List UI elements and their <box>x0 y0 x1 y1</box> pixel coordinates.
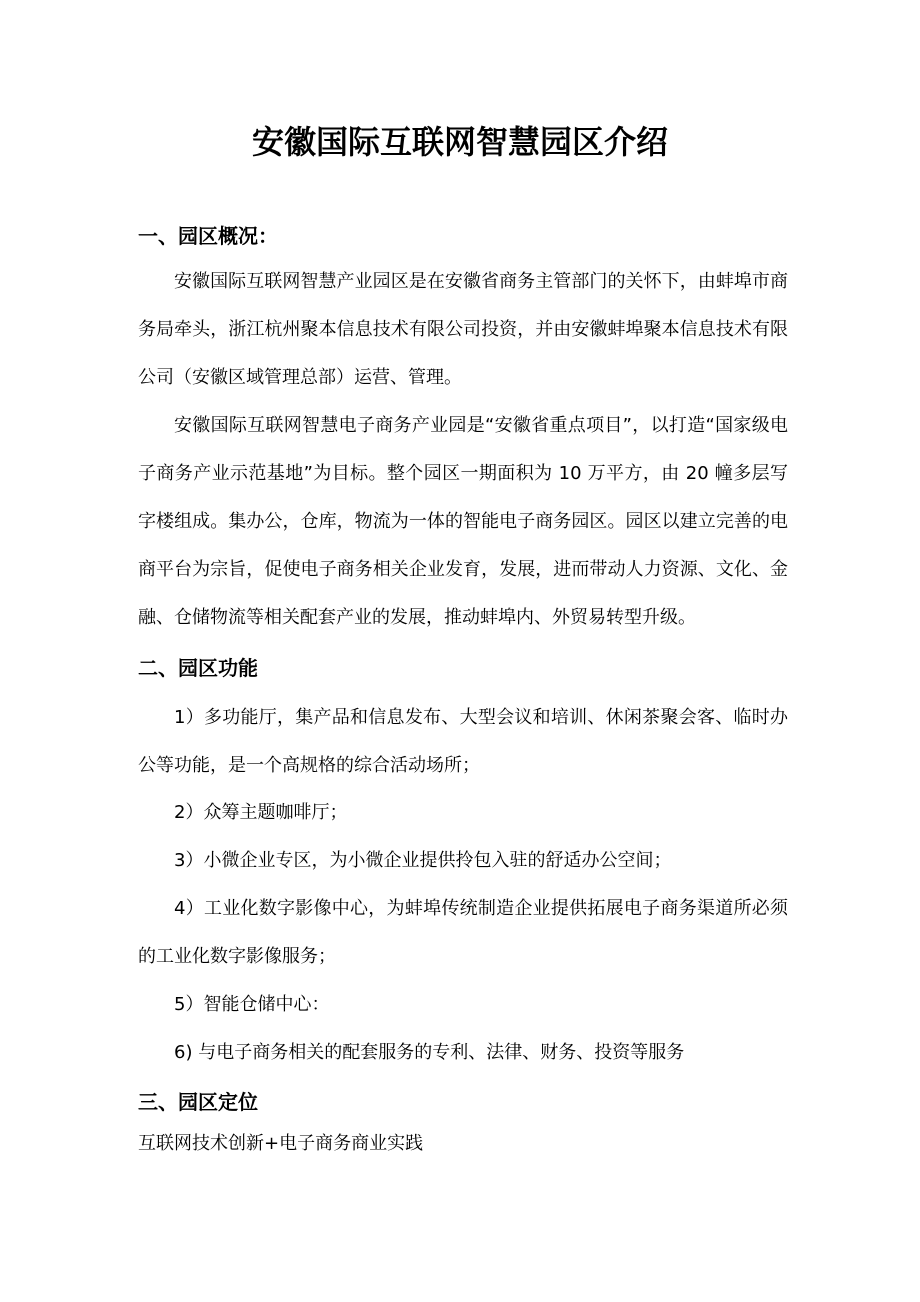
overview-paragraph-2: 安徽国际互联网智慧电子商务产业园是“安徽省重点项目”，以打造“国家级电子商务产业示范基地”为目标。整个园区一期面积为 10 万平方，由 20 幢多层写字楼组成。集办公，仓库，物流为一体的智能电子商务园区。园区以建立完善的电商平台为宗旨，促使电子商务相关企业发育，发展，进而带动人力资源、文化、金融、仓储物流等相关配套产业的发展，推动蚌埠内、外贸易转型升级。 <box>138 415 788 628</box>
function-item-5: 5）智能仓储中心： <box>174 994 330 1015</box>
section-heading-functions: 二、园区功能 <box>138 656 258 680</box>
section-heading-positioning: 三、园区定位 <box>138 1090 258 1114</box>
function-item-6: 6) 与电子商务相关的配套服务的专利、法律、财务、投资等服务 <box>174 1042 685 1063</box>
function-item-4: 4）工业化数字影像中心，为蚌埠传统制造企业提供拓展电子商务渠道所必须的工业化数字影像服务； <box>138 898 788 967</box>
overview-paragraph-1: 安徽国际互联网智慧产业园区是在安徽省商务主管部门的关怀下，由蚌埠市商务局牵头，浙江杭州聚本信息技术有限公司投资，并由安徽蚌埠聚本信息技术有限公司（安徽区域管理总部）运营、管理。 <box>138 271 788 388</box>
function-item-2: 2）众筹主题咖啡厅； <box>174 802 348 823</box>
function-item-3: 3）小微企业专区，为小微企业提供拎包入驻的舒适办公空间； <box>174 850 672 871</box>
page-title: 安徽国际互联网智慧园区介绍 <box>251 123 668 161</box>
function-item-1: 1）多功能厅，集产品和信息发布、大型会议和培训、休闲茶聚会客、临时办公等功能，是一个高规格的综合活动场所； <box>138 707 788 776</box>
positioning-text: 互联网技术创新+电子商务商业实践 <box>138 1133 424 1154</box>
section-heading-overview: 一、园区概况： <box>138 224 278 248</box>
